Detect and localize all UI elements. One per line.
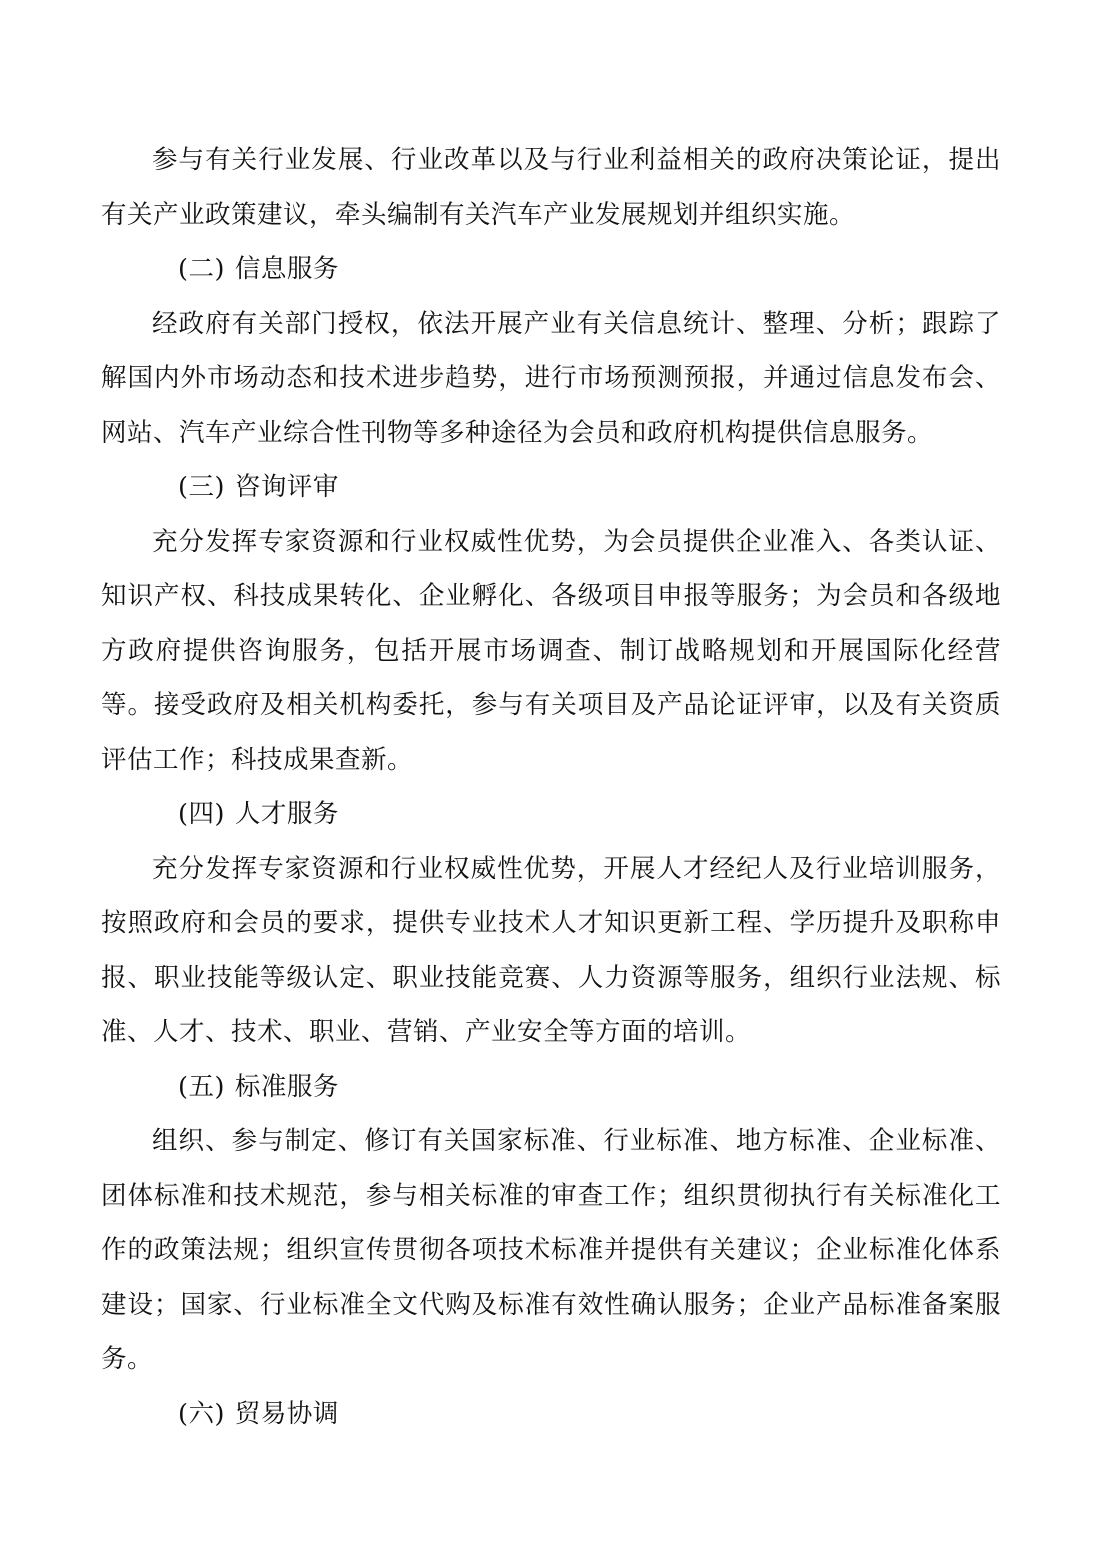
paragraph-talent-services: 充分发挥专家资源和行业权威性优势，开展人才经纪人及行业培训服务，按照政府和会员的要求，提供专业技术人才知识更新工程、学历提升及职称申报、职业技能等级认定、职业技能竞赛、人力资源等服务，组织行业法规、标准、人才、技术、职业、营销、产业安全等方面的培训。 bbox=[101, 853, 1001, 1047]
heading-title: 标准服务 bbox=[234, 1071, 339, 1102]
heading-title: 贸易协调 bbox=[234, 1398, 339, 1429]
heading-title: 人才服务 bbox=[234, 799, 339, 829]
heading-number: (二) bbox=[178, 254, 225, 284]
heading-standard-services bbox=[101, 1060, 1001, 1115]
heading-title: 咨询评审 bbox=[234, 472, 339, 502]
heading-information-services bbox=[101, 242, 1001, 297]
paragraph-policy-participation: 参与有关行业发展、行业改革以及与行业利益相关的政府决策论证，提出有关产业政策建议，牵头编制有关汽车产业发展规划并组织实施。 bbox=[101, 145, 1001, 230]
heading-number: (四) bbox=[178, 799, 225, 829]
paragraph-consulting-review: 充分发挥专家资源和行业权威性优势，为会员提供企业准入、各类认证、知识产权、科技成果转化、企业孵化、各级项目申报等服务；为会员和各级地方政府提供咨询服务，包括开展市场调查、制订战略规划和开展国际化经营等。接受政府及相关机构委托，参与有关项目及产品论证评审，以及有关资质评估工作；科技成果查新。 bbox=[101, 526, 1001, 775]
heading-number: (五) bbox=[178, 1071, 225, 1102]
heading-consulting-review bbox=[101, 460, 1001, 515]
paragraph-standard-services: 组织、参与制定、修订有关国家标准、行业标准、地方标准、企业标准、团体标准和技术规范，参与相关标准的审查工作；组织贯彻执行有关标准化工作的政策法规；组织宣传贯彻各项技术标准并提供有关建议；企业标准化体系建设；国家、行业标准全文代购及标准有效性确认服务；企业产品标准备案服务。 bbox=[101, 1126, 1001, 1374]
heading-number: (三) bbox=[178, 472, 225, 502]
paragraph-information-services: 经政府有关部门授权，依法开展产业有关信息统计、整理、分析；跟踪了解国内外市场动态和技术进步趋势，进行市场预测预报，并通过信息发布会、网站、汽车产业综合性刊物等多种途径为会员和政府机构提供信息服务。 bbox=[101, 308, 1001, 448]
document-page bbox=[101, 133, 1001, 1441]
heading-number: (六) bbox=[178, 1398, 225, 1429]
heading-title: 信息服务 bbox=[234, 254, 339, 284]
heading-talent-services bbox=[101, 787, 1001, 842]
heading-trade-coordination bbox=[101, 1387, 1001, 1442]
